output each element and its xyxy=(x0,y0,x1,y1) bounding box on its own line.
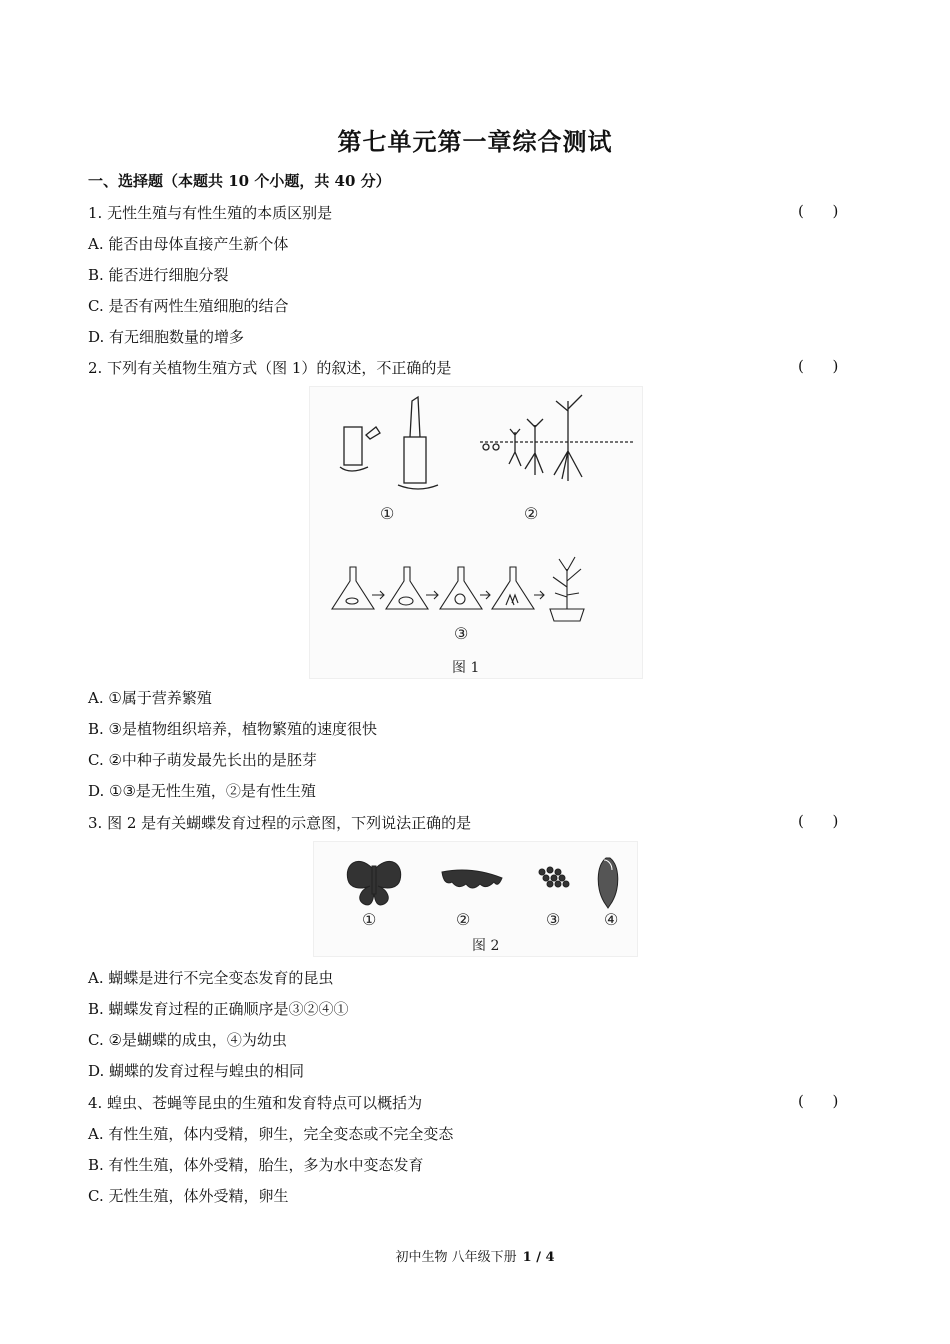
option: B. 蝴蝶发育过程的正确顺序是③②④① xyxy=(88,1000,349,1018)
question-1-stem: 1. 无性生殖与有性生殖的本质区别是 xyxy=(88,204,333,222)
graft-scion-left xyxy=(366,427,380,439)
figure-label: ③ xyxy=(546,910,561,929)
answer-bracket: ( ) xyxy=(798,357,839,375)
answer-bracket: ( ) xyxy=(798,812,839,830)
figure-caption: 图 1 xyxy=(452,660,480,676)
option: C. 无性生殖，体外受精，卵生 xyxy=(88,1187,289,1205)
figure-label: ① xyxy=(362,910,377,929)
pupa xyxy=(598,858,618,908)
option: B. 有性生殖，体外受精，胎生，多为水中变态发育 xyxy=(88,1156,424,1174)
seedling-small xyxy=(509,429,521,466)
eggs xyxy=(539,867,569,887)
section-heading: 一、选择题（本题共 10 个小题，共 40 分） xyxy=(88,172,391,190)
page-title: 第七单元第一章综合测试 xyxy=(337,127,613,156)
footer-text: 初中生物 八年级下册 xyxy=(395,1250,517,1265)
potted-plant xyxy=(550,557,584,621)
option: C. ②是蝴蝶的成虫，④为幼虫 xyxy=(88,1031,287,1049)
option: D. 蝴蝶的发育过程与蝗虫的相同 xyxy=(88,1062,305,1080)
answer-bracket: ( ) xyxy=(798,1092,839,1110)
option: D. 有无细胞数量的增多 xyxy=(88,328,245,346)
option: B. 能否进行细胞分裂 xyxy=(88,266,229,284)
page-number: 1 / 4 xyxy=(522,1250,555,1265)
option: A. ①属于营养繁殖 xyxy=(88,689,212,707)
figure-2 xyxy=(313,841,638,957)
seed xyxy=(483,444,489,450)
option: B. ③是植物组织培养，植物繁殖的速度很快 xyxy=(88,720,378,738)
figure-label: ④ xyxy=(604,910,619,929)
caterpillar xyxy=(442,870,502,888)
question-3-stem: 3. 图 2 是有关蝴蝶发育过程的示意图，下列说法正确的是 xyxy=(88,814,472,832)
figure-1 xyxy=(309,386,643,679)
figure-label: ② xyxy=(524,504,539,523)
option: A. 蝴蝶是进行不完全变态发育的昆虫 xyxy=(88,969,334,987)
arrow xyxy=(426,591,438,599)
flask xyxy=(440,567,482,609)
graft-stump-left xyxy=(344,427,362,465)
option: C. ②中种子萌发最先长出的是胚芽 xyxy=(88,751,317,769)
arrow xyxy=(480,591,490,599)
option: A. 能否由母体直接产生新个体 xyxy=(88,235,289,253)
figure-label: ③ xyxy=(454,624,469,643)
seed xyxy=(493,444,499,450)
seedling-large xyxy=(554,395,582,481)
flask xyxy=(332,567,374,609)
figure-label: ① xyxy=(380,504,395,523)
option: D. ①③是无性生殖，②是有性生殖 xyxy=(88,782,316,800)
arrow xyxy=(372,591,384,599)
arrow xyxy=(534,591,544,599)
option: A. 有性生殖，体内受精，卵生，完全变态或不完全变态 xyxy=(88,1125,454,1143)
question-4-stem: 4. 蝗虫、苍蝇等昆虫的生殖和发育特点可以概括为 xyxy=(88,1094,423,1112)
figure-caption: 图 2 xyxy=(472,938,500,954)
option: C. 是否有两性生殖细胞的结合 xyxy=(88,297,289,315)
flask xyxy=(386,567,428,609)
figure-label: ② xyxy=(456,910,471,929)
answer-bracket: ( ) xyxy=(798,202,839,220)
graft-stump-right xyxy=(404,437,426,483)
seedling-medium xyxy=(525,419,543,475)
butterfly xyxy=(347,861,374,905)
page-footer xyxy=(0,1246,950,1265)
graft-scion-right xyxy=(410,397,420,437)
question-2-stem: 2. 下列有关植物生殖方式（图 1）的叙述，不正确的是 xyxy=(88,359,452,377)
